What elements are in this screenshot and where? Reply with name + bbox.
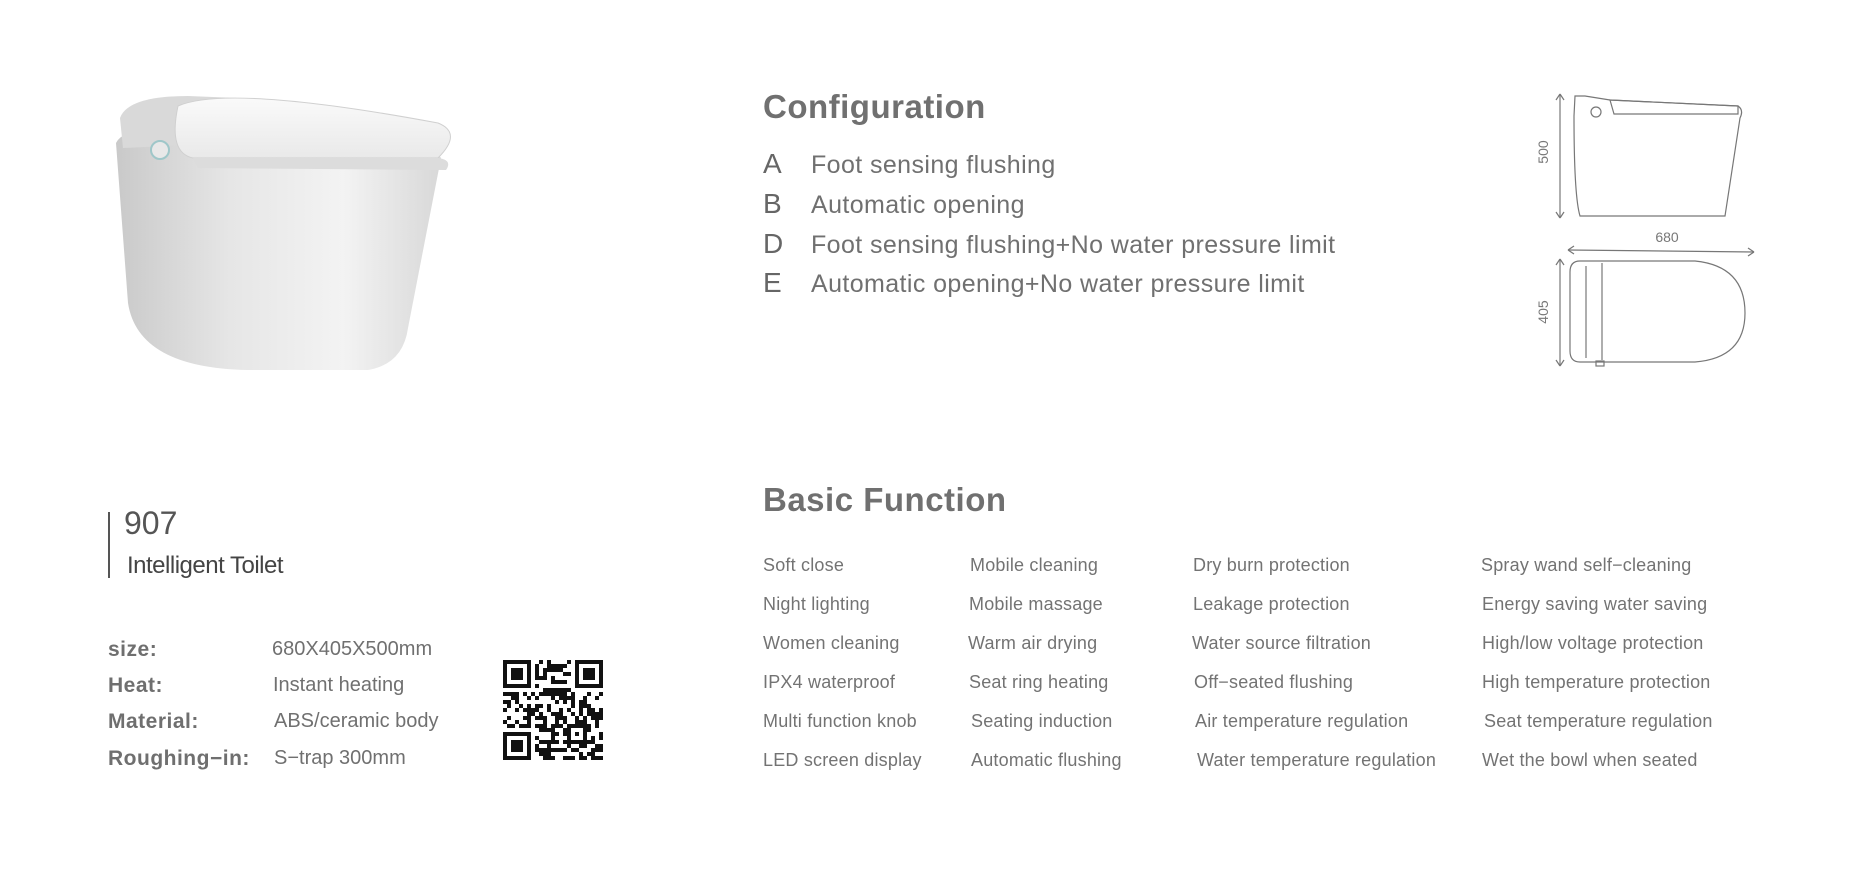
configuration-text: Foot sensing flushing+No water pressure limit: [811, 231, 1336, 259]
function-item: LED screen display: [763, 750, 922, 770]
configuration-letter: E: [763, 267, 783, 298]
configuration-item: [763, 188, 1025, 220]
function-item: Seat temperature regulation: [1484, 711, 1713, 731]
configuration-text: Automatic opening: [811, 191, 1025, 219]
depth-dimension: 405: [1535, 300, 1551, 324]
spec-label-material: Material:: [108, 710, 199, 733]
spec-value-size: 680X405X500mm: [272, 638, 433, 660]
function-item: Women cleaning: [763, 633, 900, 653]
toilet-product-image: [108, 88, 458, 378]
function-item: Energy saving water saving: [1482, 594, 1708, 614]
function-item: Air temperature regulation: [1195, 711, 1409, 731]
function-item: Multi function knob: [763, 711, 917, 731]
function-item: Dry burn protection: [1193, 555, 1350, 575]
configuration-title: Configuration: [763, 88, 986, 125]
configuration-letter: D: [763, 228, 784, 259]
width-dimension: 680: [1655, 229, 1679, 245]
model-number: 907: [124, 505, 178, 541]
function-item: Water source filtration: [1192, 633, 1371, 653]
spec-value-roughing-in: S−trap 300mm: [274, 747, 406, 769]
function-item: Spray wand self−cleaning: [1481, 555, 1692, 575]
model-divider: [108, 512, 110, 578]
side-view: [1556, 94, 1742, 218]
function-item: Warm air drying: [968, 633, 1098, 653]
configuration-item: [763, 228, 1335, 260]
function-item: Night lighting: [763, 594, 870, 614]
spec-label-heat: Heat:: [108, 674, 164, 697]
configuration-letter: B: [763, 188, 783, 219]
configuration-item: [763, 267, 1305, 299]
spec-value-material: ABS/ceramic body: [274, 710, 439, 732]
configuration-letter: A: [763, 148, 783, 179]
function-item: Water temperature regulation: [1197, 750, 1437, 770]
function-item: High/low voltage protection: [1482, 633, 1704, 653]
configuration-item: [763, 148, 1056, 180]
dimension-drawing: [1530, 86, 1770, 376]
configuration-text: Automatic opening+No water pressure limit: [811, 270, 1305, 298]
basic-function-title: Basic Function: [763, 481, 1007, 518]
configuration-text: Foot sensing flushing: [811, 151, 1056, 179]
spec-value-heat: Instant heating: [273, 674, 405, 696]
function-item: Soft close: [763, 555, 845, 575]
qr-code: [503, 660, 603, 760]
function-item: Mobile massage: [969, 594, 1103, 614]
function-item: Seat ring heating: [969, 672, 1109, 692]
function-item: Off−seated flushing: [1194, 672, 1354, 692]
function-item: Leakage protection: [1193, 594, 1350, 614]
top-view: [1556, 259, 1745, 366]
function-item: High temperature protection: [1482, 672, 1711, 692]
function-item: Mobile cleaning: [970, 555, 1099, 575]
function-item: Seating induction: [971, 711, 1113, 731]
height-dimension: 500: [1535, 140, 1551, 164]
spec-label-roughing-in: Roughing−in:: [108, 747, 250, 770]
function-item: Automatic flushing: [971, 750, 1122, 770]
function-item: Wet the bowl when seated: [1482, 750, 1698, 770]
spec-label-size: size:: [108, 638, 158, 661]
function-item: IPX4 waterproof: [763, 672, 896, 692]
model-name: Intelligent Toilet: [127, 552, 283, 579]
